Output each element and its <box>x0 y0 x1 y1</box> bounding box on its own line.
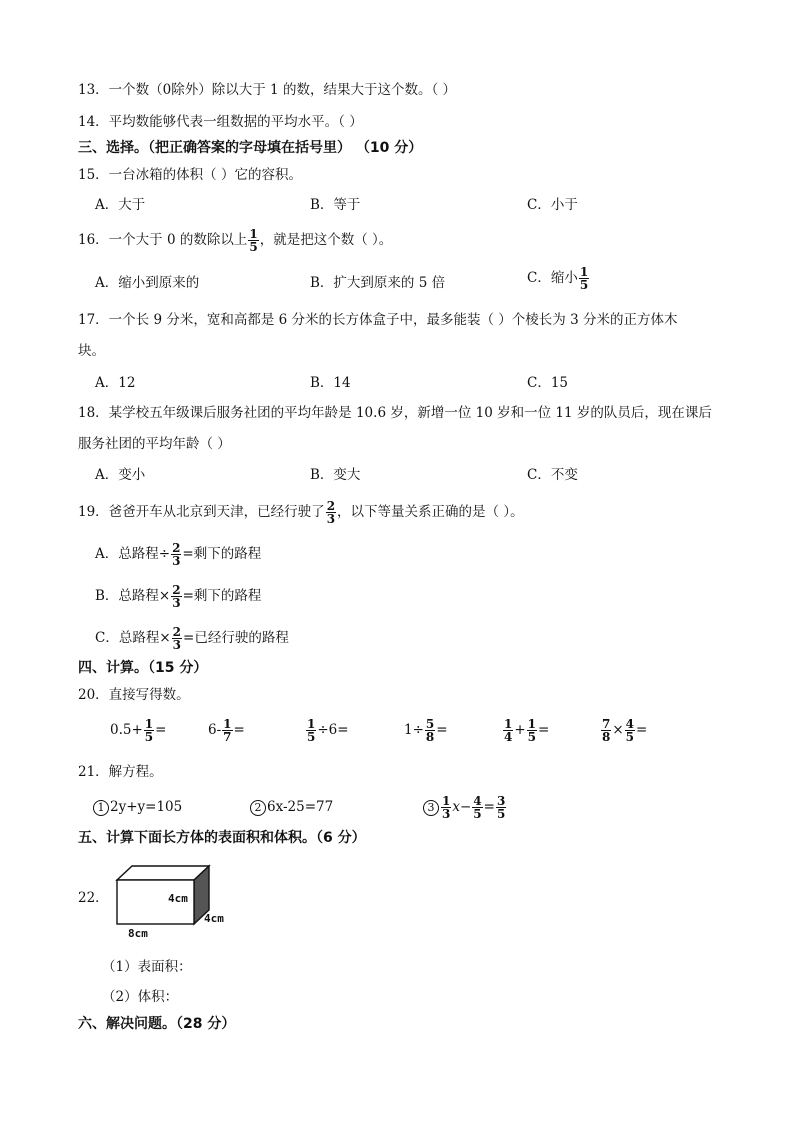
q16-stem-post: ，就是把这个数（ ）。 <box>259 232 393 248</box>
question-20-stem: 20．直接写得数。 <box>78 687 190 703</box>
cuboid-width-label: 4cm <box>204 912 224 925</box>
section-5-heading: 五、计算下面长方体的表面积和体积。（6 分） <box>78 830 366 846</box>
q15-option-b: B．等于 <box>310 197 361 213</box>
q16-option-b: B．扩大到原来的 5 倍 <box>310 275 446 291</box>
section-6-heading: 六、解决问题。（28 分） <box>78 1016 236 1032</box>
q20-expr-3: $\frac{1}{5}$ ÷6= <box>307 717 349 744</box>
q18-option-b: B．变大 <box>310 467 361 483</box>
q16-fraction: $\frac{1}{5}$ <box>249 227 258 254</box>
q20-expr-6: $\frac{7}{8}$ × $\frac{4}{5}$ = <box>602 717 648 744</box>
question-18-line1: 18．某学校五年级课后服务社团的平均年龄是 10.6 岁，新增一位 10 岁和一位 11 岁的队员后，现在课后 <box>78 405 712 421</box>
q16-option-c: C．缩小 $\frac{1}{5}$ <box>527 265 589 292</box>
question-19-stem: 19．爸爸开车从北京到天津，已经行驶了 $\frac{2}{3}$ ，以下等量关系正确的是（ ）。 <box>78 499 524 526</box>
q19-option-c: C．总路程× $\frac{2}{3}$ =已经行驶的路程 <box>95 625 289 652</box>
q21-equation-2: 2 6x-25=77 <box>250 797 333 817</box>
q15-option-c: C．小于 <box>527 197 578 213</box>
q20-expr-4: 1÷ $\frac{5}{8}$ = <box>404 717 448 744</box>
question-16-stem <box>78 228 392 253</box>
q22-surface-area: （1）表面积： <box>102 959 192 975</box>
section-3-heading: 三、选择。（把正确答案的字母填在括号里） （10 分） <box>78 140 423 156</box>
q15-option-a: A．大于 <box>95 197 146 213</box>
cuboid-length-label: 8cm <box>128 927 148 940</box>
question-18-line2: 服务社团的平均年龄（ ） <box>78 436 231 452</box>
q21-equation-1: 1 2y+y=105 <box>93 797 182 817</box>
question-15-stem: 15．一台冰箱的体积（ ）它的容积。 <box>78 167 302 183</box>
question-17-line2: 块。 <box>78 343 105 359</box>
cuboid-height-label: 4cm <box>168 892 188 905</box>
q19-option-a: A．总路程÷ $\frac{2}{3}$ =剩下的路程 <box>95 541 262 568</box>
cuboid-diagram <box>112 860 242 940</box>
q19-option-b: B．总路程× $\frac{2}{3}$ =剩下的路程 <box>95 583 262 610</box>
question-22-number: 22． <box>78 890 109 906</box>
question-21-stem: 21．解方程。 <box>78 764 163 780</box>
q17-option-b: B．14 <box>310 375 351 391</box>
question-13: 13．一个数（0除外）除以大于 1 的数，结果大于这个数。（ ） <box>78 82 456 98</box>
section-4-heading: 四、计算。（15 分） <box>78 660 208 676</box>
q20-expr-2: 6- $\frac{1}{7}$ = <box>208 717 245 744</box>
q18-option-c: C．不变 <box>527 467 578 483</box>
q16-option-a: A．缩小到原来的 <box>95 275 200 291</box>
question-14: 14．平均数能够代表一组数据的平均水平。（ ） <box>78 114 363 130</box>
q16-stem-pre: 16．一个大于 0 的数除以上 <box>78 232 248 248</box>
q18-option-a: A．变小 <box>95 467 146 483</box>
q17-option-a: A．12 <box>95 375 136 391</box>
q22-volume: （2）体积： <box>102 989 179 1005</box>
q21-equation-3: 3 $\frac{1}{3}$ x− $\frac{4}{5}$ = $\frac{3}{5}$ <box>423 795 507 820</box>
q20-expr-5: $\frac{1}{4}$ + $\frac{1}{5}$ = <box>504 717 550 744</box>
q17-option-c: C．15 <box>527 375 569 391</box>
q20-expr-1: 0.5+ $\frac{1}{5}$ = <box>110 717 167 744</box>
question-17-line1: 17．一个长 9 分米，宽和高都是 6 分米的长方体盒子中，最多能装（ ）个棱长为 3 分米的正方体木 <box>78 312 678 328</box>
